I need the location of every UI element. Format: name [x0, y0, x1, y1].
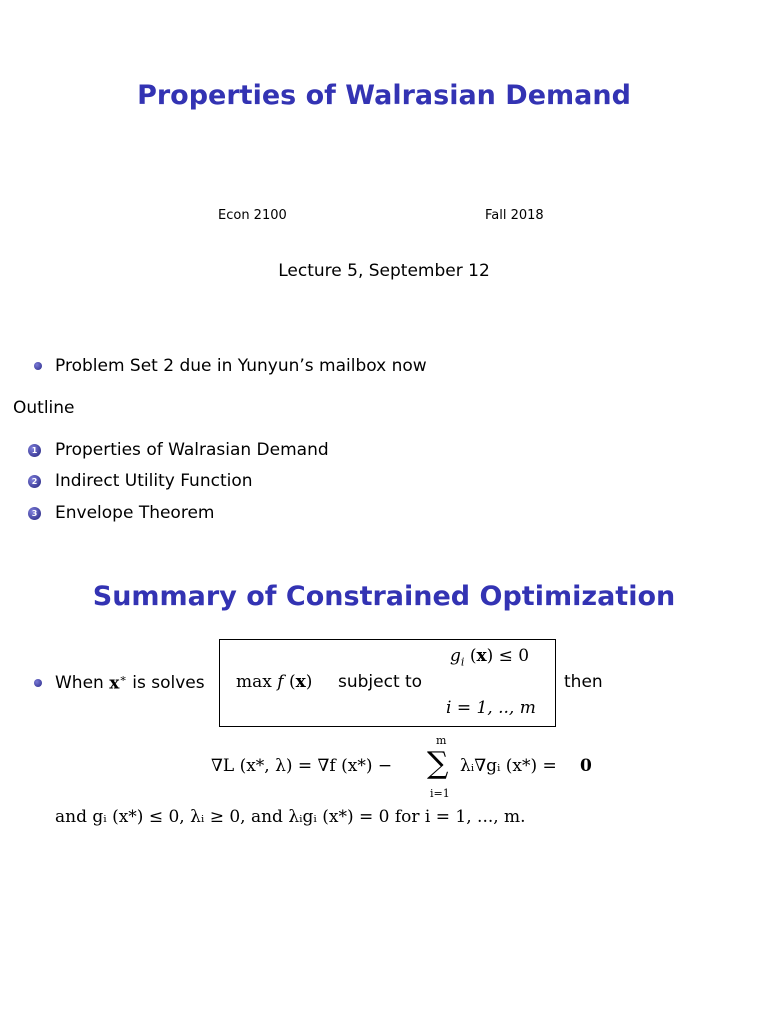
max-expression: max f (x) [236, 672, 313, 692]
outline-item-label: Properties of Walrasian Demand [55, 440, 329, 460]
zero-vector: 0 [580, 756, 592, 776]
when-bullet [34, 672, 205, 694]
kkt-conditions: and gᵢ (x*) ≤ 0, λᵢ ≥ 0, and λᵢgᵢ (x*) = 0 for i = 1, ..., m. [55, 807, 526, 827]
outline-item-label: Indirect Utility Function [55, 471, 253, 491]
constraint-expression: $g_i$ (x) ≤ 0 [450, 646, 530, 669]
sum-lower-limit: i=1 [430, 787, 450, 800]
sum-upper-limit: m [436, 734, 447, 747]
index-range: i = 1, .., m [446, 698, 536, 718]
announcement-bullet [34, 356, 427, 376]
summation-symbol: ∑ [427, 746, 449, 781]
when-suffix: is solves [132, 672, 205, 693]
outline-item-label: Envelope Theorem [55, 503, 215, 523]
slide1-title: Properties of Walrasian Demand [137, 80, 631, 111]
x-star-symbol: x∗ [109, 672, 127, 694]
subject-to-label: subject to [338, 672, 423, 692]
bullet-icon [34, 362, 42, 370]
outline-item-2 [28, 471, 253, 491]
then-label: then [564, 672, 603, 692]
outline-item-3 [28, 503, 214, 523]
announcement-text: Problem Set 2 due in Yunyun’s mailbox now [55, 356, 427, 376]
outline-label: Outline [13, 398, 75, 418]
number-ball-icon: 2 [28, 475, 41, 488]
lecture-date: Lecture 5, September 12 [278, 261, 490, 281]
bullet-icon [34, 679, 42, 687]
gradient-equation-rhs: λᵢ∇gᵢ (x*) = [460, 756, 557, 776]
term-label: Fall 2018 [485, 208, 544, 223]
gradient-equation-lhs: ∇L (x*, λ) = ∇f (x*) − [211, 756, 393, 776]
slide2-title: Summary of Constrained Optimization [92, 581, 676, 612]
when-prefix: When [55, 672, 104, 693]
outline-item-1 [28, 440, 329, 460]
course-label: Econ 2100 [218, 208, 287, 223]
number-ball-icon: 1 [28, 444, 41, 457]
number-ball-icon: 3 [28, 507, 41, 520]
